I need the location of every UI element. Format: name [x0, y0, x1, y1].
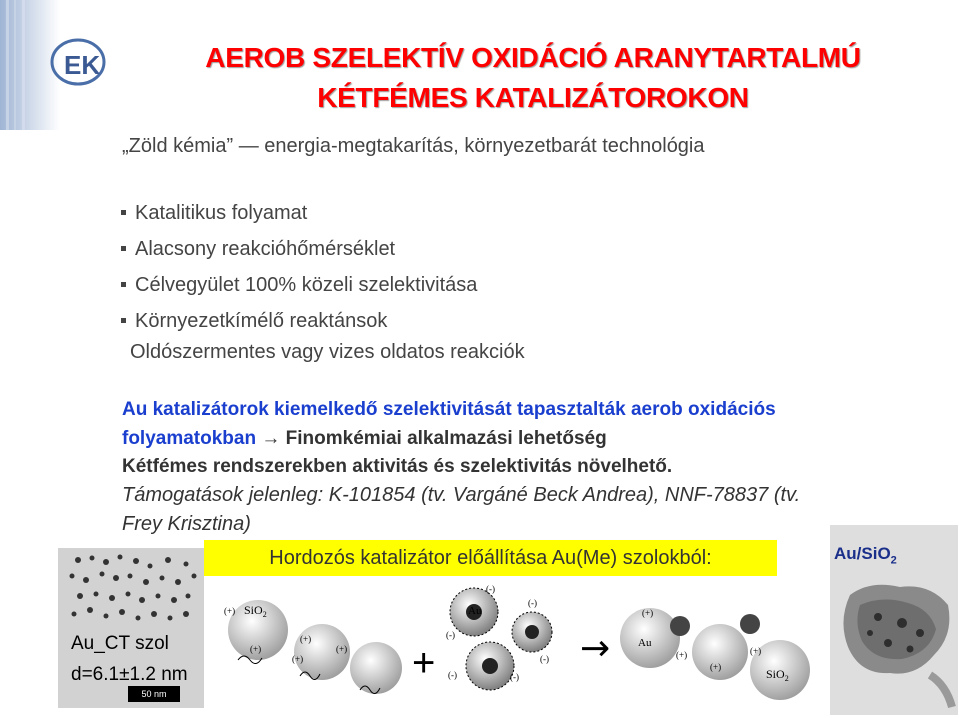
charge-label: (+) [642, 608, 654, 618]
svg-text:EK: EK [64, 50, 101, 80]
bullet-text: Alacsony reakcióhőmérséklet [135, 238, 396, 260]
charge-label: (+) [300, 634, 312, 644]
support-text: Támogatások jelenleg: K-101854 (tv. Vargáné Beck Andrea), NNF-78837 (tv. Frey Krisztina) [122, 484, 801, 535]
charge-label: (-) [510, 672, 519, 682]
particle-size: d=6.1±1.2 nm [71, 664, 188, 685]
charge-label: (+) [224, 606, 236, 616]
charge-label: (+) [750, 646, 762, 656]
au-particle [670, 616, 690, 636]
findings-blue-text: Au katalizátorok kiemelkedő szelektivitását tapasztalták aerob oxidációs folyamatokban [122, 399, 776, 449]
bullet-square-icon [121, 210, 126, 215]
charge-label: (+) [710, 662, 722, 672]
bullet-item [120, 195, 477, 231]
au-particle [740, 614, 760, 634]
sio2-label: SiO$_2$ [766, 667, 789, 683]
charge-label: (+) [676, 650, 688, 660]
bullet-item [120, 231, 477, 267]
logo [0, 0, 118, 130]
charge-label: (-) [486, 584, 495, 594]
charge-label: (+) [250, 644, 262, 654]
plus-sign: + [412, 641, 436, 685]
charge-label: (-) [528, 598, 537, 608]
title-line-2: KÉTFÉMES KATALIZÁTOROKON [317, 82, 749, 113]
bullet-text: Katalitikus folyamat [135, 202, 308, 224]
au-on-sio2 [620, 608, 810, 700]
preparation-banner: Hordozós katalizátor előállítása Au(Me) szolokból: [204, 540, 777, 576]
slide-title [118, 38, 948, 118]
findings-dark-text-2: Kétfémes rendszerekben aktivitás és szelektivitás növelhető. [122, 456, 673, 477]
findings-paragraph [122, 396, 842, 482]
bullet-square-icon [121, 318, 126, 323]
title-line-1: AEROB SZELEKTÍV OXIDÁCIÓ ARANYTARTALMÚ [205, 42, 861, 73]
preparation-schematic [210, 580, 830, 715]
bullet-list [120, 195, 477, 339]
sio2-label: SiO$_2$ [244, 603, 267, 619]
bullet-item [120, 303, 477, 339]
sio2-sphere [350, 642, 402, 694]
sol-name: Au_CT szol [71, 633, 169, 654]
tem-right-label [834, 544, 897, 566]
charge-label: (-) [448, 670, 457, 680]
au-label: Au [468, 605, 482, 617]
charge-label: (-) [540, 654, 549, 664]
solvent-line: Oldószermentes vagy vizes oldatos reakciók [130, 341, 525, 363]
bullet-square-icon [121, 246, 126, 251]
tem-left-label [71, 628, 188, 690]
bullet-text: Célvegyület 100% közeli szelektivitása [135, 274, 478, 296]
charge-label: (+) [336, 644, 348, 654]
arrow-icon: → [261, 427, 281, 449]
findings-dark-text-1: Finomkémiai alkalmazási lehetőség [285, 427, 607, 449]
au-sio2-text: Au/SiO [834, 544, 891, 563]
bullet-item [120, 267, 477, 303]
bullet-square-icon [121, 282, 126, 287]
intro-text: „Zöld kémia” — energia-megtakarítás, környezetbarát technológia [122, 135, 705, 157]
reaction-arrow-icon: → [580, 628, 611, 669]
charge-label: (+) [292, 654, 304, 664]
bullet-text: Környezetkímélő reaktánsok [135, 310, 388, 332]
au-sio2-subscript: 2 [890, 554, 897, 567]
scale-bar: 50 nm [128, 686, 180, 702]
au-label: Au [638, 637, 652, 649]
charge-label: (-) [446, 630, 455, 640]
